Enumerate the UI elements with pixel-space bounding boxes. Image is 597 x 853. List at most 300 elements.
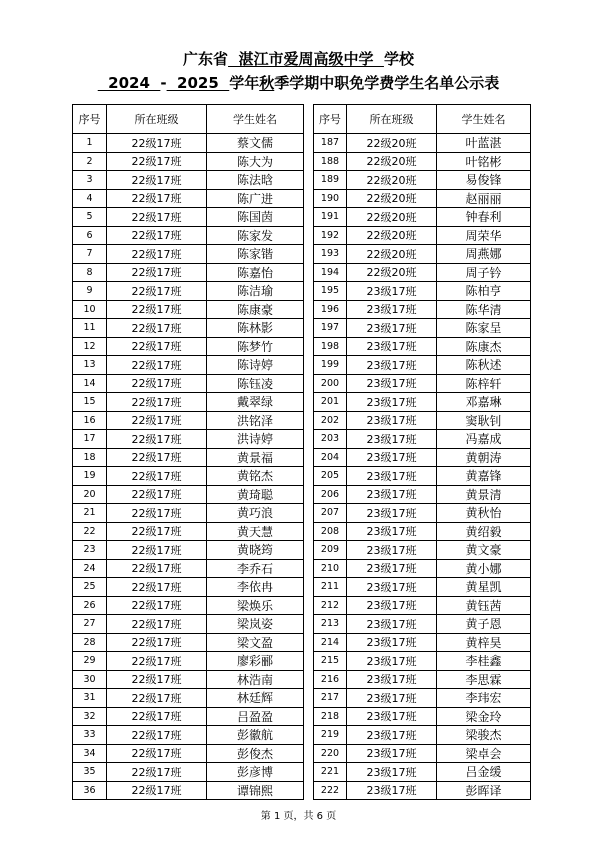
row-class: 22级17班 [107,504,207,523]
row-seq: 4 [73,189,107,208]
table-row [314,670,531,689]
row-class: 23级17班 [347,319,437,338]
row-seq: 202 [314,411,347,430]
row-class: 23级17班 [347,559,437,578]
table-row [73,171,304,190]
row-student-name: 黄天慧 [207,522,304,541]
table-row [73,781,304,800]
table-row [73,744,304,763]
row-class: 23级17班 [347,485,437,504]
row-seq: 210 [314,559,347,578]
table-row [314,596,531,615]
table-row [314,411,531,430]
row-seq: 8 [73,263,107,282]
row-student-name: 窦耿钊 [437,411,531,430]
row-student-name: 钟春利 [437,208,531,227]
row-student-name: 黄铭杰 [207,467,304,486]
row-student-name: 彭徽航 [207,726,304,745]
row-seq: 205 [314,467,347,486]
table-row [73,485,304,504]
table-row [73,374,304,393]
row-student-name: 黄子恩 [437,615,531,634]
row-seq: 193 [314,245,347,264]
table-row [73,245,304,264]
row-class: 22级17班 [107,633,207,652]
row-seq: 26 [73,596,107,615]
table-row [314,356,531,375]
row-student-name: 陈广进 [207,189,304,208]
row-student-name: 李桂鑫 [437,652,531,671]
row-student-name: 彭彦博 [207,763,304,782]
row-class: 22级17班 [107,152,207,171]
title-year-start: 2024 [97,74,161,92]
row-seq: 195 [314,282,347,301]
row-student-name: 黄嘉锋 [437,467,531,486]
table-row [73,300,304,319]
row-class: 22级20班 [347,134,437,153]
row-class: 23级17班 [347,467,437,486]
row-class: 22级20班 [347,189,437,208]
row-class: 22级20班 [347,226,437,245]
row-student-name: 梁焕乐 [207,596,304,615]
row-seq: 204 [314,448,347,467]
row-student-name: 梁卓会 [437,744,531,763]
row-student-name: 洪铭泽 [207,411,304,430]
table-row [73,670,304,689]
table-row [314,226,531,245]
row-class: 22级17班 [107,393,207,412]
row-class: 22级17班 [107,467,207,486]
table-row [314,448,531,467]
row-student-name: 周燕娜 [437,245,531,264]
row-student-name: 陈梦竹 [207,337,304,356]
table-row [73,356,304,375]
row-class: 22级17班 [107,689,207,708]
table-row [73,763,304,782]
table-row [73,282,304,301]
table-row [314,467,531,486]
row-seq: 29 [73,652,107,671]
row-student-name: 陈家发 [207,226,304,245]
row-class: 22级17班 [107,208,207,227]
table-header-row [314,105,531,134]
row-seq: 10 [73,300,107,319]
row-student-name: 陈梓轩 [437,374,531,393]
row-student-name: 黄晓筠 [207,541,304,560]
table-row [314,726,531,745]
row-class: 22级17班 [107,430,207,449]
row-class: 23级17班 [347,596,437,615]
row-student-name: 洪诗婷 [207,430,304,449]
row-seq: 207 [314,504,347,523]
row-seq: 7 [73,245,107,264]
row-student-name: 黄梓昊 [437,633,531,652]
row-seq: 27 [73,615,107,634]
row-student-name: 黄琦聪 [207,485,304,504]
row-class: 23级17班 [347,541,437,560]
row-student-name: 李思霖 [437,670,531,689]
row-class: 22级17班 [107,578,207,597]
row-seq: 21 [73,504,107,523]
table-row [314,393,531,412]
row-student-name: 梁骏杰 [437,726,531,745]
row-student-name: 黄钰茜 [437,596,531,615]
row-class: 22级17班 [107,337,207,356]
table-row [73,134,304,153]
row-seq: 3 [73,171,107,190]
row-seq: 18 [73,448,107,467]
row-student-name: 冯嘉成 [437,430,531,449]
table-row [73,152,304,171]
row-student-name: 叶蓝湛 [437,134,531,153]
row-student-name: 陈洁瑜 [207,282,304,301]
row-student-name: 林浩南 [207,670,304,689]
page-footer: 第 1 页，共 6 页 [260,811,337,822]
table-row [73,467,304,486]
row-seq: 188 [314,152,347,171]
row-seq: 30 [73,670,107,689]
row-seq: 19 [73,467,107,486]
table-row [73,707,304,726]
row-class: 23级17班 [347,615,437,634]
row-class: 23级17班 [347,578,437,597]
row-class: 22级17班 [107,707,207,726]
table-row [314,189,531,208]
row-seq: 25 [73,578,107,597]
row-student-name: 黄景清 [437,485,531,504]
row-class: 22级20班 [347,208,437,227]
title-province: 广东省 [183,50,229,68]
row-class: 23级17班 [347,337,437,356]
table-row [73,559,304,578]
row-class: 22级17班 [107,226,207,245]
row-seq: 34 [73,744,107,763]
table-row [73,448,304,467]
row-student-name: 陈家呈 [437,319,531,338]
row-seq: 12 [73,337,107,356]
table-row [314,504,531,523]
row-seq: 9 [73,282,107,301]
row-student-name: 林廷辉 [207,689,304,708]
table-row [73,189,304,208]
column-header-name: 学生姓名 [437,105,531,134]
column-header-class: 所在班级 [107,105,207,134]
table-row [73,615,304,634]
row-seq: 15 [73,393,107,412]
row-student-name: 陈钰凌 [207,374,304,393]
table-row [314,485,531,504]
row-class: 22级17班 [107,319,207,338]
row-student-name: 陈国茵 [207,208,304,227]
row-class: 22级20班 [347,171,437,190]
row-seq: 216 [314,670,347,689]
table-row [73,652,304,671]
row-class: 22级17班 [107,189,207,208]
row-seq: 214 [314,633,347,652]
row-seq: 5 [73,208,107,227]
row-seq: 199 [314,356,347,375]
table-row [314,337,531,356]
title-school-suffix: 学校 [383,50,414,68]
row-class: 23级17班 [347,504,437,523]
row-class: 22级17班 [107,652,207,671]
table-row [314,430,531,449]
row-seq: 36 [73,781,107,800]
student-table-left [72,104,304,800]
row-class: 22级17班 [107,615,207,634]
row-class: 23级17班 [347,726,437,745]
table-row [314,689,531,708]
table-row [314,763,531,782]
row-student-name: 戴翠绿 [207,393,304,412]
row-class: 23级17班 [347,670,437,689]
row-class: 23级17班 [347,411,437,430]
table-row [314,134,531,153]
row-seq: 22 [73,522,107,541]
row-student-name: 谭锦熙 [207,781,304,800]
row-class: 22级17班 [107,263,207,282]
table-row [314,263,531,282]
row-student-name: 李乔石 [207,559,304,578]
row-class: 23级17班 [347,689,437,708]
table-row [314,578,531,597]
row-class: 22级17班 [107,781,207,800]
row-seq: 209 [314,541,347,560]
row-seq: 35 [73,763,107,782]
title-school-name: 湛江市爱周高级中学 [228,50,384,68]
row-class: 23级17班 [347,744,437,763]
table-row [314,744,531,763]
row-class: 22级17班 [107,559,207,578]
row-seq: 192 [314,226,347,245]
row-student-name: 陈康杰 [437,337,531,356]
row-seq: 201 [314,393,347,412]
row-student-name: 周荣华 [437,226,531,245]
row-student-name: 梁金玲 [437,707,531,726]
table-header-row [73,105,304,134]
row-seq: 206 [314,485,347,504]
table-row [314,245,531,264]
row-class: 22级17班 [107,134,207,153]
row-seq: 33 [73,726,107,745]
row-student-name: 梁文盈 [207,633,304,652]
row-class: 22级17班 [107,356,207,375]
row-class: 23级17班 [347,356,437,375]
row-class: 22级20班 [347,152,437,171]
row-student-name: 陈林影 [207,319,304,338]
row-class: 22级17班 [107,541,207,560]
table-row [73,504,304,523]
title-year-word: 学年 [229,74,260,92]
row-seq: 17 [73,430,107,449]
row-class: 23级17班 [347,430,437,449]
row-seq: 194 [314,263,347,282]
row-seq: 28 [73,633,107,652]
table-row [314,282,531,301]
table-row [73,596,304,615]
row-student-name: 梁岚姿 [207,615,304,634]
table-row [314,615,531,634]
row-student-name: 李玮宏 [437,689,531,708]
row-seq: 23 [73,541,107,560]
row-seq: 215 [314,652,347,671]
row-seq: 31 [73,689,107,708]
row-student-name: 黄小娜 [437,559,531,578]
table-row [73,541,304,560]
row-class: 23级17班 [347,374,437,393]
row-class: 23级17班 [347,763,437,782]
row-class: 23级17班 [347,522,437,541]
row-class: 23级17班 [347,393,437,412]
row-class: 23级17班 [347,633,437,652]
row-student-name: 陈家锴 [207,245,304,264]
table-row [73,337,304,356]
row-seq: 1 [73,134,107,153]
row-class: 22级17班 [107,744,207,763]
row-student-name: 黄文豪 [437,541,531,560]
row-student-name: 吕盈盈 [207,707,304,726]
row-student-name: 陈诗婷 [207,356,304,375]
title-season: 秋 [259,74,275,92]
title-description: 季学期中职免学费学生名单公示表 [274,74,500,92]
row-student-name: 彭晖译 [437,781,531,800]
row-student-name: 邓嘉琳 [437,393,531,412]
row-class: 22级17班 [107,485,207,504]
row-student-name: 廖彩郦 [207,652,304,671]
column-header-class: 所在班级 [347,105,437,134]
row-student-name: 黄星凯 [437,578,531,597]
table-row [314,633,531,652]
row-class: 23级17班 [347,781,437,800]
row-student-name: 陈法晗 [207,171,304,190]
row-seq: 219 [314,726,347,745]
row-seq: 187 [314,134,347,153]
column-header-name: 学生姓名 [207,105,304,134]
row-seq: 2 [73,152,107,171]
row-class: 23级17班 [347,448,437,467]
row-student-name: 黄朝涛 [437,448,531,467]
table-row [73,263,304,282]
row-class: 22级17班 [107,300,207,319]
row-seq: 196 [314,300,347,319]
row-seq: 200 [314,374,347,393]
row-seq: 221 [314,763,347,782]
row-seq: 20 [73,485,107,504]
row-student-name: 黄绍毅 [437,522,531,541]
row-seq: 24 [73,559,107,578]
table-row [73,226,304,245]
row-seq: 13 [73,356,107,375]
table-row [73,689,304,708]
title-line-2 [0,74,597,92]
row-class: 23级17班 [347,282,437,301]
table-row [314,707,531,726]
table-row [314,522,531,541]
row-student-name: 陈嘉怡 [207,263,304,282]
row-seq: 208 [314,522,347,541]
row-student-name: 李依冉 [207,578,304,597]
row-student-name: 黄秋怡 [437,504,531,523]
row-class: 22级17班 [107,411,207,430]
title-year-dash: - [160,74,167,92]
row-seq: 220 [314,744,347,763]
row-seq: 217 [314,689,347,708]
table-row [73,208,304,227]
table-row [314,781,531,800]
column-header-seq: 序号 [73,105,107,134]
row-student-name: 黄巧浪 [207,504,304,523]
row-seq: 197 [314,319,347,338]
table-row [314,208,531,227]
row-class: 22级17班 [107,245,207,264]
row-student-name: 蔡文儒 [207,134,304,153]
row-student-name: 周子钤 [437,263,531,282]
table-row [73,522,304,541]
student-table-right [313,104,531,800]
table-row [73,319,304,338]
column-header-seq: 序号 [314,105,347,134]
row-seq: 190 [314,189,347,208]
table-row [73,411,304,430]
table-row [314,319,531,338]
row-seq: 189 [314,171,347,190]
row-class: 22级17班 [107,763,207,782]
row-seq: 16 [73,411,107,430]
row-class: 22级17班 [107,726,207,745]
row-seq: 212 [314,596,347,615]
row-student-name: 叶铭彬 [437,152,531,171]
row-class: 22级20班 [347,245,437,264]
table-row [314,559,531,578]
table-row [73,726,304,745]
row-student-name: 吕金缓 [437,763,531,782]
row-seq: 6 [73,226,107,245]
row-student-name: 陈康豪 [207,300,304,319]
title-line-1 [0,50,597,68]
row-class: 23级17班 [347,707,437,726]
row-seq: 218 [314,707,347,726]
row-seq: 203 [314,430,347,449]
table-row [314,541,531,560]
row-seq: 14 [73,374,107,393]
row-student-name: 赵丽丽 [437,189,531,208]
table-row [73,430,304,449]
row-seq: 11 [73,319,107,338]
row-student-name: 陈华清 [437,300,531,319]
row-class: 22级20班 [347,263,437,282]
row-student-name: 陈大为 [207,152,304,171]
table-row [314,300,531,319]
row-student-name: 陈秋述 [437,356,531,375]
row-class: 22级17班 [107,282,207,301]
table-row [73,393,304,412]
table-row [314,652,531,671]
table-row [314,152,531,171]
row-class: 23级17班 [347,300,437,319]
row-seq: 32 [73,707,107,726]
row-student-name: 易俊锋 [437,171,531,190]
row-student-name: 黄景福 [207,448,304,467]
table-row [73,633,304,652]
row-seq: 222 [314,781,347,800]
table-row [314,374,531,393]
row-student-name: 彭俊杰 [207,744,304,763]
row-seq: 213 [314,615,347,634]
row-class: 22级17班 [107,522,207,541]
row-seq: 191 [314,208,347,227]
row-student-name: 陈柏亨 [437,282,531,301]
title-year-end: 2025 [166,74,230,92]
